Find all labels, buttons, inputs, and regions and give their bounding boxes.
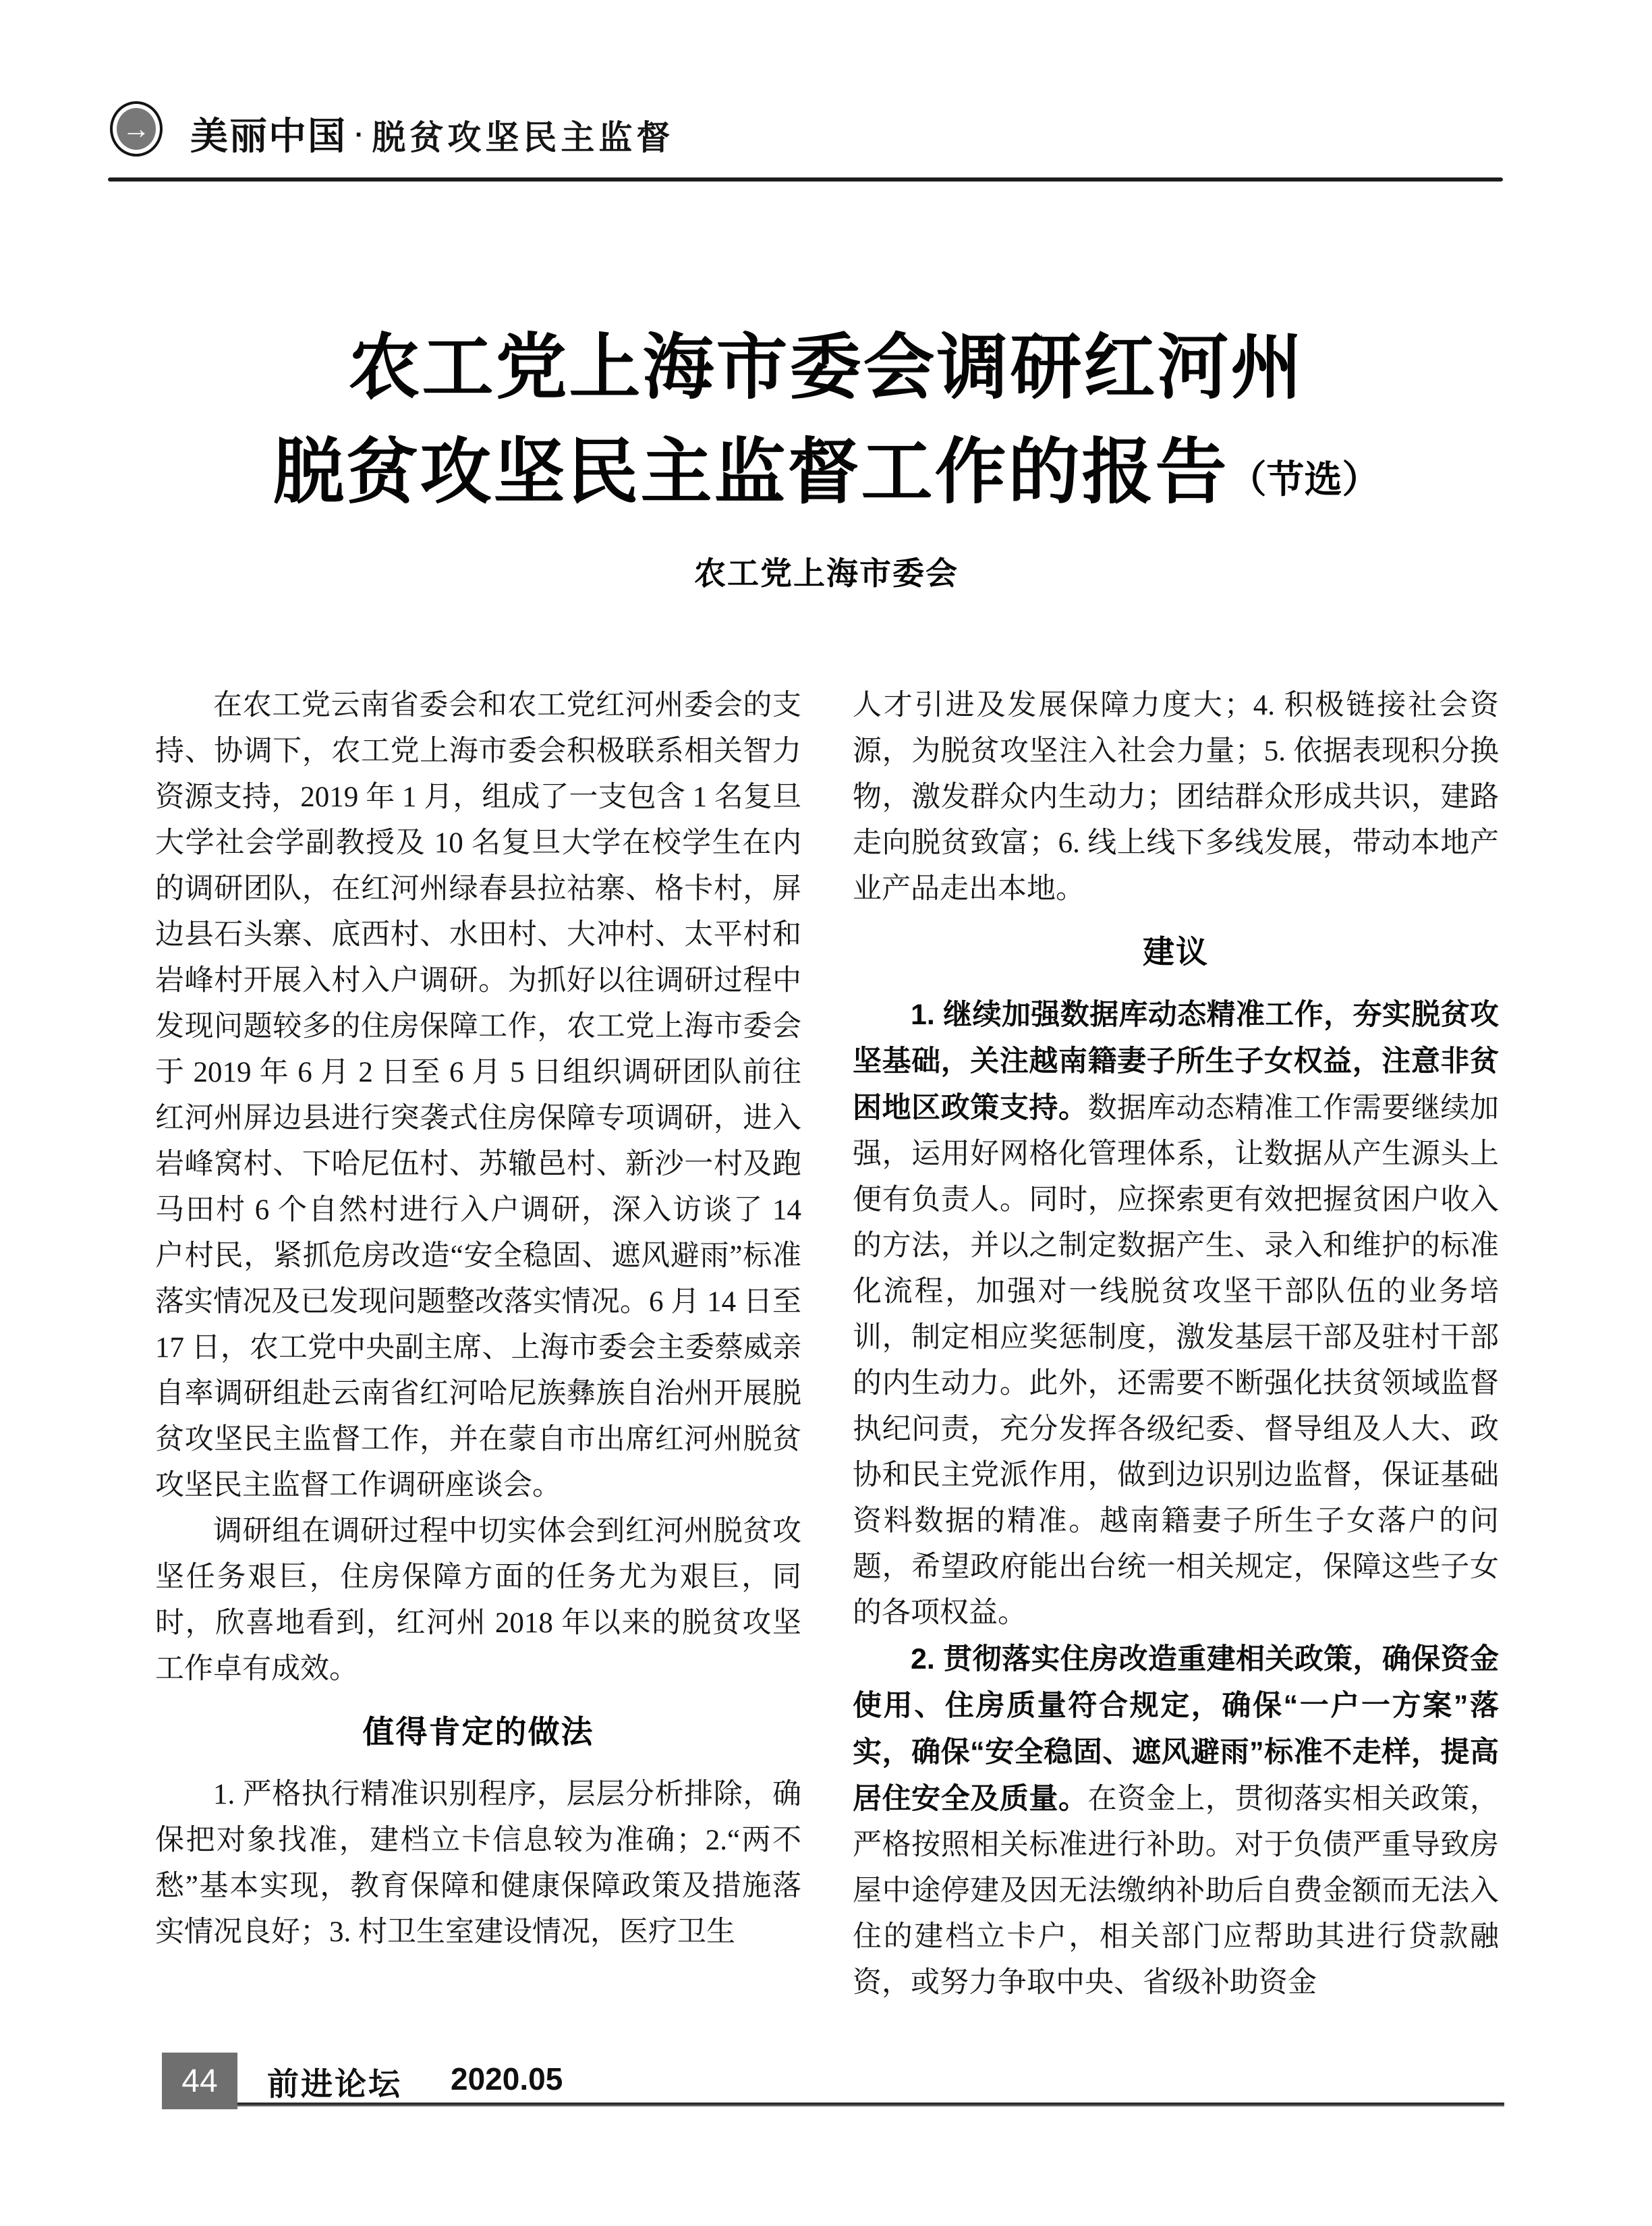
footer-rule	[237, 2103, 1504, 2107]
arrow-right-icon	[110, 101, 163, 157]
paragraph	[853, 683, 1499, 912]
emphasis-text: 1. 继续加强数据库动态精准工作，夯实脱贫攻坚基础，关注越南籍妻子所生子女权益，注意非贫困地区政策支持。	[853, 999, 1499, 1124]
emphasis-text: 2. 贯彻落实住房改造重建相关政策，确保资金使用、住房质量符合规定，确保“一户一方案”落实，确保“安全稳固、遮风避雨”标准不走样，提高居住安全及质量。	[853, 1643, 1499, 1815]
paragraph	[853, 992, 1499, 1636]
body-text: 在资金上，贯彻落实相关政策，严格按照相关标准进行补助。对于负债严重导致房屋中途停建及因无法缴纳补助后自费金额而无法入住的建档立卡户，相关部门应帮助其进行贷款融资，或努力争取中央、省级补助资金	[853, 1783, 1500, 1999]
article-title-line1: 农工党上海市委会调研红河州	[348, 328, 1305, 408]
paragraph	[155, 683, 801, 1509]
body-text: 1. 严格执行精准识别程序，层层分析排除，确保把对象找准，建档立卡信息较为准确；2.“两不愁”基本实现，教育保障和健康保障政策及措施落实情况良好；3. 村卫生室建设情况，医疗卫生	[155, 1779, 801, 1948]
paragraph	[155, 1509, 801, 1692]
body-text: 数据库动态精准工作需要继续加强，运用好网格化管理体系，让数据从产生源头上便有负责人。同时，应探索更有效把握贫困户收入的方法，并以之制定数据产生、录入和维护的标准化流程，加强对一线脱贫攻坚干部队伍的业务培训，制定相应奖惩制度，激发基层干部及驻村干部的内生动力。此外，还需要不断强化扶贫领域监督执纪问责，充分发挥各级纪委、督导组及人大、政协和民主党派作用，做到边识别边监督，保证基础资料数据的精准。越南籍妻子所生子女落户的问题，希望政府能出台统一相关规定，保障这些子女的各项权益。	[853, 1092, 1500, 1629]
paragraph	[853, 1636, 1499, 2006]
header-section-title: 脱贫攻坚民主监督	[372, 117, 675, 157]
body-text: 调研组在调研过程中切实体会到红河州脱贫攻坚任务艰巨，住房保障方面的任务尤为艰巨，同时，欣喜地看到，红河州 2018 年以来的脱贫攻坚工作卓有成效。	[155, 1515, 801, 1685]
journal-issue: 2020.05	[451, 2061, 563, 2096]
header-brand: 美丽中国	[190, 115, 347, 157]
header-separator: ·	[355, 120, 364, 150]
journal-name: 前进论坛	[267, 2066, 402, 2102]
left-column	[155, 683, 801, 2006]
article-title-block	[154, 323, 1499, 594]
right-column	[853, 683, 1499, 2006]
body-text: 在农工党云南省委会和农工党红河州委会的支持、协调下，农工党上海市委会积极联系相关智力资源支持，2019 年 1 月，组成了一支包含 1 名复旦大学社会学副教授及 10 名复旦大学在校学生在内的调研团队，在红河州绿春县拉祜寨、格卡村，屏边县石头寨、底西村、水田村、大冲村、太平村和岩峰村开展入村入户调研。为抓好以往调研过程中发现问题较多的住房保障工作，农工党上海市委会于 2019 年 6 月 2 日至 6 月 5 日组织调研团队前往红河州屏边县进行突袭式住房保障专项调研，进入岩峰窝村、下哈尼伍村、苏辙邑村、新沙一村及跑马田村 6 个自然村进行入户调研，深入访谈了 14 户村民，紧抓危房改造“安全稳固、遮风避雨”标准落实情况及已发现问题整改落实情况。6 月 14 日至 17 日，农工党中央副主席、上海市委会主委蔡威亲自率调研组赴云南省红河哈尼族彝族自治州开展脱贫攻坚民主监督工作，并在蒙自市出席红河州脱贫攻坚民主监督工作调研座谈会。	[155, 690, 801, 1501]
section-heading: 值得肯定的做法	[362, 1714, 594, 1751]
header-rule	[108, 177, 1503, 182]
article-title-line2	[154, 427, 1499, 525]
paragraph	[155, 1772, 801, 1955]
article-body	[155, 683, 1499, 2006]
page-number-badge	[162, 2053, 237, 2109]
article-title-line2-text: 脱贫攻坚民主监督工作的报告	[273, 433, 1229, 512]
page-header	[190, 107, 674, 161]
article-title-suffix: （节选）	[1228, 458, 1380, 501]
article-author: 农工党上海市委会	[694, 555, 959, 591]
page-number: 44	[181, 2063, 218, 2099]
section-heading: 建议	[1143, 934, 1209, 971]
body-text: 人才引进及发展保障力度大；4. 积极链接社会资源，为脱贫攻坚注入社会力量；5. 依据表现积分换物，激发群众内生动力；团结群众形成共识，建路走向脱贫致富；6. 线上线下多线发展，带动本地产业产品走出本地。	[853, 690, 1499, 905]
arrow-right-glyph: →	[117, 108, 156, 150]
